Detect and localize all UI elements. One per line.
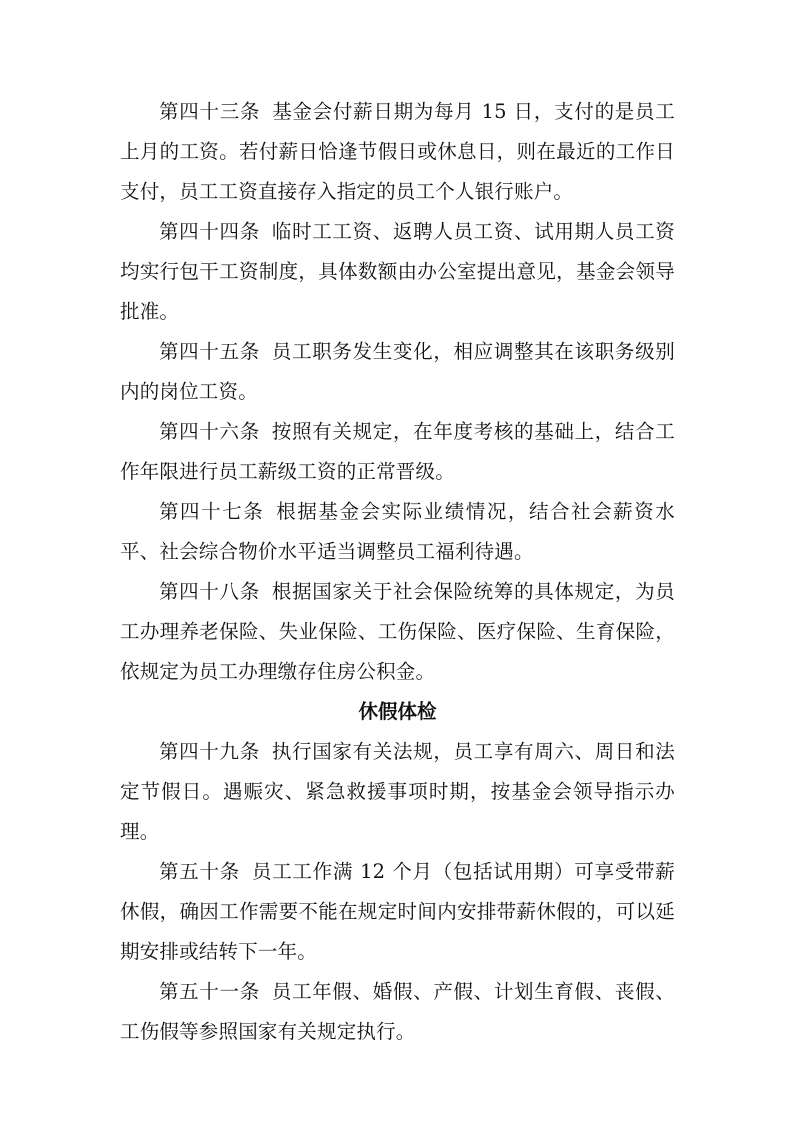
article-49 [120, 732, 675, 852]
article-number: 第四十八条 [159, 580, 260, 603]
article-text: 根据国家关于社会保险统筹的具体规定，为员工办理养老保险、失业保险、工伤保险、医疗保险、生育保险，依规定为员工办理缴存住房公积金。 [120, 580, 675, 683]
article-43 [120, 92, 675, 212]
article-48 [120, 572, 675, 692]
article-text: 临时工工资、返聘人员工资、试用期人员工资均实行包干工资制度，具体数额由办公室提出意见，基金会领导批准。 [120, 220, 675, 323]
section-title: 休假体检 [358, 700, 437, 723]
article-text: 根据基金会实际业绩情况，结合社会薪资水平、社会综合物价水平适当调整员工福利待遇。 [120, 500, 675, 563]
article-text: 员工工作满 12 个月（包括试用期）可享受带薪休假，确因工作需要不能在规定时间内安排带薪休假的，可以延期安排或结转下一年。 [120, 860, 675, 963]
article-text: 按照有关规定，在年度考核的基础上，结合工作年限进行员工薪级工资的正常晋级。 [120, 420, 675, 483]
article-text: 执行国家有关法规，员工享有周六、周日和法定节假日。遇赈灾、紧急救援事项时期，按基金会领导指示办理。 [120, 740, 675, 843]
article-number: 第四十三条 [159, 100, 261, 123]
article-text: 员工年假、婚假、产假、计划生育假、丧假、工伤假等参照国家有关规定执行。 [120, 980, 675, 1043]
article-44 [120, 212, 675, 332]
article-51 [120, 972, 675, 1052]
article-50 [120, 852, 675, 972]
article-number: 第四十六条 [159, 420, 260, 443]
article-number: 第四十四条 [159, 220, 260, 243]
article-number: 第五十条 [159, 860, 240, 883]
article-45 [120, 332, 675, 412]
article-text: 员工职务发生变化，相应调整其在该职务级别内的岗位工资。 [120, 340, 675, 403]
article-number: 第四十九条 [159, 740, 260, 763]
document-page [120, 92, 675, 1052]
article-47 [120, 492, 675, 572]
article-text: 基金会付薪日期为每月 15 日，支付的是员工上月的工资。若付薪日恰逢节假日或休息日，则在最近的工作日支付，员工工资直接存入指定的员工个人银行账户。 [120, 100, 675, 203]
article-number: 第五十一条 [159, 980, 260, 1003]
article-46 [120, 412, 675, 492]
article-number: 第四十七条 [159, 500, 265, 523]
article-number: 第四十五条 [159, 340, 260, 363]
